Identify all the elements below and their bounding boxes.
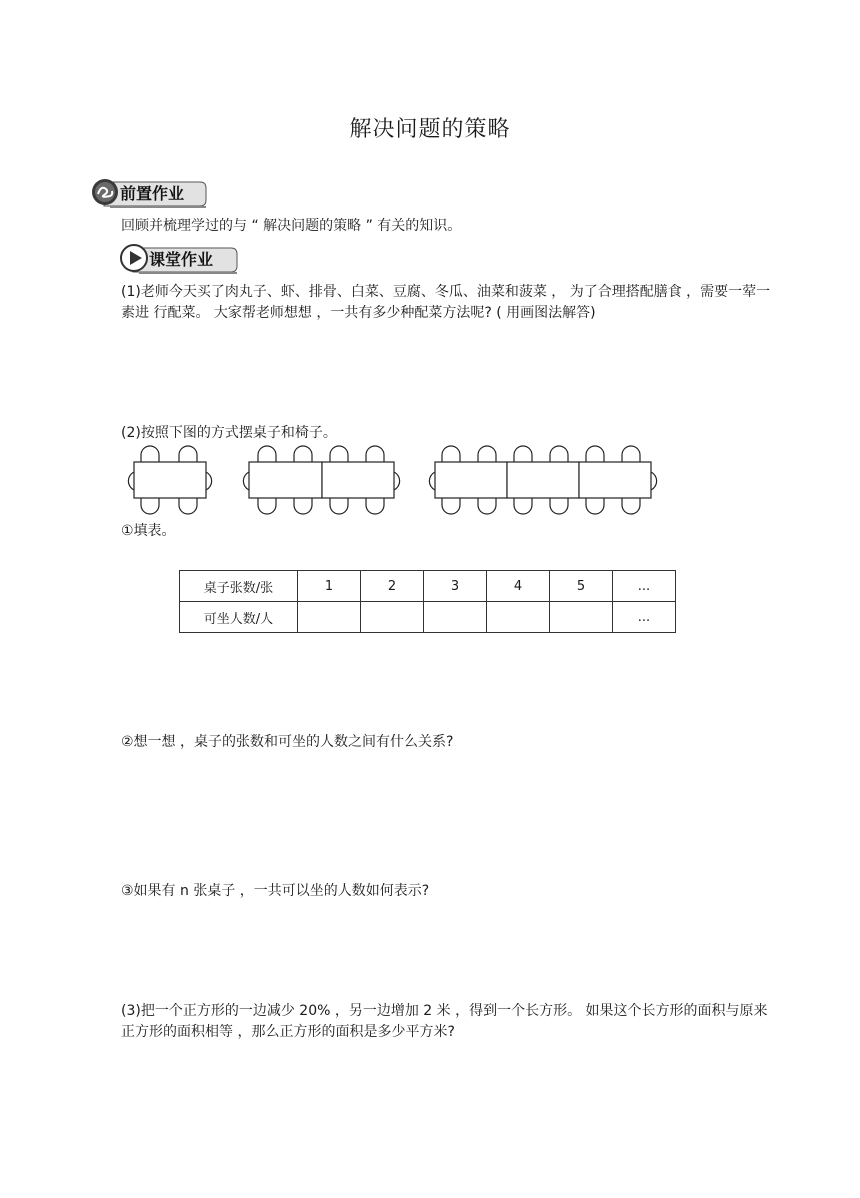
section-banner-class <box>119 242 239 274</box>
column-header: ... <box>613 571 676 602</box>
column-header: 2 <box>361 571 424 602</box>
page-title: 解决问题的策略 <box>349 117 511 142</box>
answer-cell[interactable] <box>487 602 550 633</box>
column-header: 4 <box>487 571 550 602</box>
question-3: (3)把一个正方形的一边减少 20% ，另一边增加 2 米 ，得到一个长方形。 如果这个长方形的面积与原来 正方形的面积相等 ，那么正方形的面积是多少平方米? <box>121 1003 768 1040</box>
answer-cell[interactable] <box>424 602 487 633</box>
section-banner-pre <box>90 176 208 208</box>
table-row <box>180 571 676 602</box>
fill-in-table <box>179 570 676 633</box>
table-row <box>180 602 676 633</box>
answer-cell: ... <box>613 602 676 633</box>
column-header: 3 <box>424 571 487 602</box>
question-1: (1)老师今天买了肉丸子、虾、排骨、白菜、豆腐、冬瓜、油菜和菠菜 ， 为了合理搭配膳食 ，需要一荤一素进 行配菜。 大家帮老师想想 ，一共有多少种配菜方法呢? ( 用画图法解答) <box>121 284 771 321</box>
column-header: 5 <box>550 571 613 602</box>
answer-cell[interactable] <box>550 602 613 633</box>
question-2-part-1: ①填表。 <box>121 523 176 539</box>
row-label-people: 可坐人数/人 <box>180 602 298 633</box>
question-2: (2)按照下图的方式摆桌子和椅子。 <box>121 425 337 441</box>
figure-group-3 <box>429 446 656 514</box>
question-2-part-2: ②想一想 ，桌子的张数和可坐的人数之间有什么关系? <box>121 734 454 750</box>
section-label-class: 课堂作业 <box>149 250 214 269</box>
answer-cell[interactable] <box>361 602 424 633</box>
column-header: 1 <box>298 571 361 602</box>
section-label-pre: 前置作业 <box>120 184 185 203</box>
play-icon <box>119 243 149 273</box>
question-2-part-3: ③如果有 n 张桌子 ，一共可以坐的人数如何表示? <box>121 883 430 899</box>
figure-group-1 <box>128 446 211 514</box>
pre-homework-text: 回顾并梳理学过的与 “ 解决问题的策略 ” 有关的知识。 <box>121 218 462 234</box>
answer-cell[interactable] <box>298 602 361 633</box>
signature-icon <box>90 177 120 207</box>
row-label-tables: 桌子张数/张 <box>180 571 298 602</box>
table-chair-figure <box>118 445 678 515</box>
figure-group-2 <box>243 446 399 514</box>
